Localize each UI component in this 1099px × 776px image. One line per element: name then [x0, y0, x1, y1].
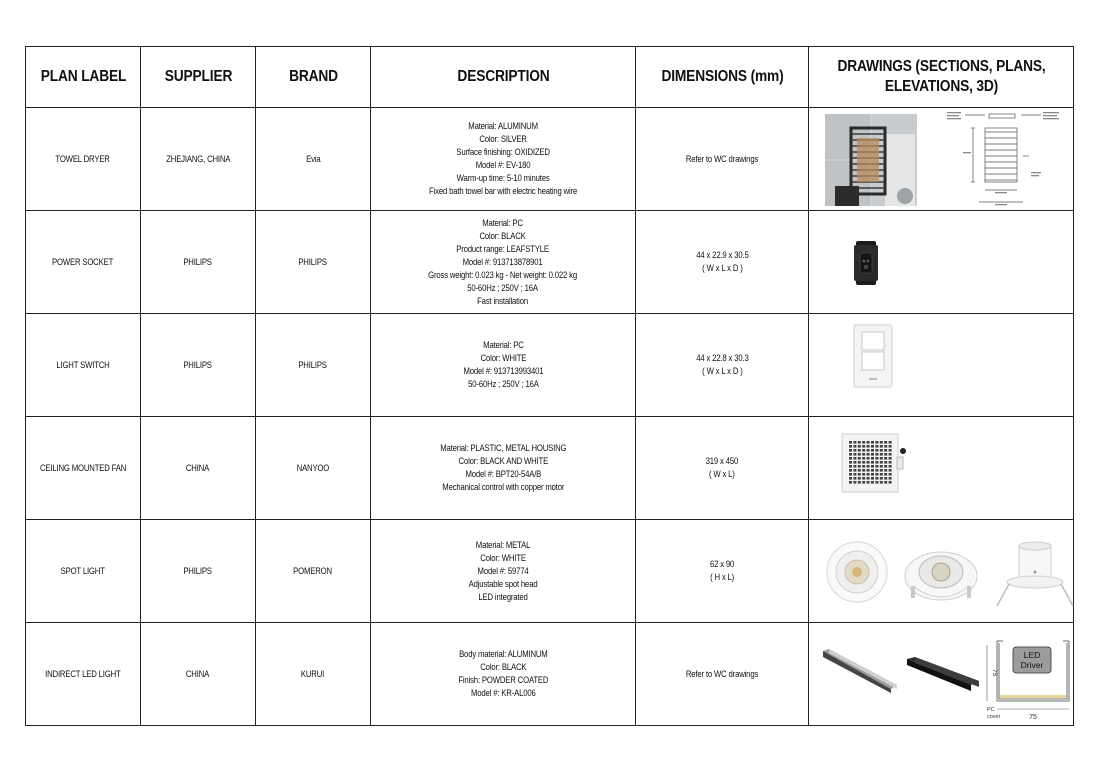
svg-text:Driver: Driver	[1020, 660, 1044, 670]
dimensions-line: ( H x L)	[710, 572, 734, 582]
table-row	[26, 417, 1074, 520]
dimensions-line: Refer to WC drawings	[685, 153, 759, 164]
drawings-cell	[809, 417, 1074, 520]
drawings-cell	[809, 211, 1074, 314]
supplier-cell: CHINA	[141, 623, 256, 726]
svg-text:75: 75	[1029, 714, 1037, 721]
svg-text:LED: LED	[1023, 650, 1041, 660]
drawings-cell	[809, 108, 1074, 211]
supplier-cell: PHILIPS	[141, 211, 256, 314]
dimensions-line: 319 x 450	[705, 456, 739, 466]
led-profile-silver-image	[821, 647, 899, 695]
description-line: Model #: KR-AL006	[470, 688, 536, 698]
header-dimensions: DIMENSIONS (mm)	[648, 47, 797, 108]
description-line: Surface finishing: OXIDIZED	[456, 147, 550, 157]
header-drawings: DRAWINGS (SECTIONS, PLANS, ELEVATIONS, 3D)	[827, 47, 1055, 108]
supplier-cell: CHINA	[141, 417, 256, 520]
description-cell	[371, 520, 636, 623]
description-line: Model #: 59774	[477, 565, 529, 576]
specification-table	[25, 46, 1074, 726]
description-line: Gross weight: 0.023 kg - Net weight: 0.022 kg	[428, 269, 578, 280]
svg-text:PC: PC	[987, 707, 995, 713]
description-line: Model #: BPT20-54A/B	[465, 469, 541, 479]
brand-cell: Evia	[256, 108, 371, 211]
plan-label-cell: CEILING MOUNTED FAN	[26, 417, 141, 520]
description-cell	[371, 108, 636, 211]
description-line: Material: ALUMINUM	[468, 121, 538, 131]
header-plan-label: PLAN LABEL	[34, 47, 133, 108]
description-line: Body material: ALUMINUM	[458, 649, 548, 659]
dimensions-line: ( W x L)	[709, 469, 735, 479]
description-line: Material: PC	[482, 340, 524, 350]
supplier-cell: PHILIPS	[141, 314, 256, 417]
dimensions-cell	[636, 108, 809, 211]
towel-dryer-elevation-drawing	[943, 110, 1073, 208]
description-line: Color: SILVER	[479, 134, 527, 144]
drawings-cell	[809, 314, 1074, 417]
description-line: Model #: 913713878901	[463, 256, 543, 267]
power-socket-image	[853, 239, 879, 287]
plan-label-cell: SPOT LIGHT	[26, 520, 141, 623]
description-line: Mechanical control with copper motor	[441, 482, 564, 492]
description-line: Warm-up time: 5-10 minutes	[456, 173, 550, 183]
light-switch-image	[853, 324, 893, 388]
ceiling-fan-image	[841, 433, 907, 495]
header-brand: BRAND	[264, 47, 363, 108]
description-cell	[371, 211, 636, 314]
brand-cell: PHILIPS	[256, 314, 371, 417]
description-cell	[371, 417, 636, 520]
description-line: Finish: POWDER COATED	[457, 675, 549, 685]
dimensions-line: Refer to WC drawings	[685, 668, 759, 679]
brand-cell: POMERON	[256, 520, 371, 623]
dimensions-cell	[636, 520, 809, 623]
description-line: 50-60Hz ; 250V ; 16A	[467, 379, 539, 389]
description-line: Adjustable spot head	[468, 578, 538, 589]
header-supplier: SUPPLIER	[149, 47, 248, 108]
dimensions-cell	[636, 417, 809, 520]
description-line: 50-60Hz ; 250V ; 16A	[467, 282, 539, 293]
description-line: Model #: 913713993401	[463, 366, 543, 376]
description-line: Material: METAL	[475, 539, 531, 550]
header-row	[26, 47, 1074, 108]
table-row	[26, 520, 1074, 623]
description-line: Fast installation	[477, 295, 529, 306]
description-line: Material: PLASTIC, METAL HOUSING	[439, 443, 567, 453]
description-line: LED integrated	[478, 591, 528, 602]
description-line: Color: BLACK	[479, 662, 527, 672]
dimensions-line: 44 x 22.8 x 30.3	[695, 353, 749, 363]
supplier-cell: PHILIPS	[141, 520, 256, 623]
brand-cell: PHILIPS	[256, 211, 371, 314]
dimensions-line: ( W x L x D )	[701, 263, 743, 273]
table-row	[26, 623, 1074, 726]
plan-label-cell: LIGHT SWITCH	[26, 314, 141, 417]
table-row	[26, 108, 1074, 211]
header-description: DESCRIPTION	[389, 47, 617, 108]
table-row	[26, 211, 1074, 314]
spot-light-front-image	[825, 540, 889, 604]
description-line: Color: BLACK	[479, 230, 527, 241]
description-line: Color: WHITE	[480, 353, 526, 363]
dimensions-line: ( W x L x D )	[701, 366, 743, 376]
description-line: Product range: LEAFSTYLE	[456, 243, 550, 254]
description-line: Material: PC	[482, 217, 524, 228]
dimensions-cell	[636, 623, 809, 726]
svg-text:cover: cover	[987, 714, 1001, 720]
description-line: Model #: EV-180	[475, 160, 531, 170]
table-row	[26, 314, 1074, 417]
plan-label-cell: INDIRECT LED LIGHT	[26, 623, 141, 726]
drawings-cell	[809, 520, 1074, 623]
led-profile-black-image	[905, 657, 981, 697]
dimensions-line: 44 x 22.9 x 30.5	[695, 250, 749, 260]
description-cell	[371, 314, 636, 417]
description-line: Color: WHITE	[480, 552, 526, 563]
dimensions-cell	[636, 211, 809, 314]
plan-label-cell: POWER SOCKET	[26, 211, 141, 314]
drawings-cell	[809, 623, 1074, 726]
description-cell	[371, 623, 636, 726]
towel-dryer-photo	[825, 114, 917, 206]
dimensions-line: 62 x 90	[709, 559, 735, 569]
svg-text:75: 75	[991, 669, 998, 677]
dimensions-cell	[636, 314, 809, 417]
supplier-cell: ZHEJIANG, CHINA	[141, 108, 256, 211]
spot-light-angled-image	[903, 538, 981, 610]
description-line: Fixed bath towel bar with electric heating wire	[428, 186, 578, 196]
brand-cell: NANYOO	[256, 417, 371, 520]
spot-light-side-image	[993, 536, 1077, 612]
description-line: Color: BLACK AND WHITE	[458, 456, 548, 466]
brand-cell: KURUI	[256, 623, 371, 726]
plan-label-cell: TOWEL DRYER	[26, 108, 141, 211]
led-profile-section-drawing	[985, 635, 1075, 725]
